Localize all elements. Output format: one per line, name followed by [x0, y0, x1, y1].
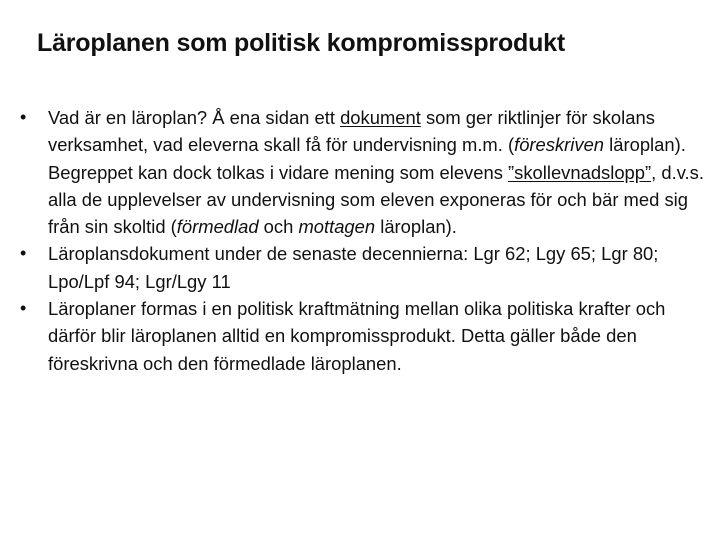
bullet-text-segment: som ger riktlinjer för skolans verksamhet, vad eleverna skall få för undervisning m.m. (	[48, 107, 655, 156]
bullet-text-segment: läroplan). Begreppet kan dock tolkas i vidare mening som elevens	[48, 134, 686, 183]
bullet-marker: •	[20, 243, 27, 264]
bullet-text-segment: Vad är en läroplan? Å ena sidan ett	[48, 107, 341, 128]
bullet-text-segment: ”skollevnadslopp”	[508, 161, 652, 183]
bullet-text-segment: dokument	[340, 107, 421, 128]
bullet-text-segment: läroplan).	[375, 216, 457, 238]
slide-title: Läroplanen som politisk kompromissprodukt	[37, 29, 565, 57]
bullet-text-segment: föreskriven	[514, 134, 605, 156]
bullet-marker: •	[20, 107, 27, 127]
bullet-item	[0, 295, 720, 377]
bullet-item	[0, 240, 720, 295]
bullet-text-segment: Läroplaner formas i en politisk kraftmätning mellan olika politiska krafter och därför blir läroplanen alltid en kompromissprodukt. Detta gäller både den föreskrivna och den förmedlade läroplanen.	[48, 298, 666, 374]
bullet-text-segment: Läroplansdokument under de senaste decennierna: Lgr 62; Lgy 65; Lgr 80; Lpo/Lpf 94; Lgr/Lgy 11	[48, 243, 659, 292]
bullet-list	[0, 104, 720, 377]
bullet-text	[48, 107, 704, 237]
bullet-text-segment: mottagen	[298, 216, 376, 238]
bullet-text-segment: , d.v.s. alla de upplevelser av undervisning som eleven exponeras för och bär med sig från sin skoltid (	[48, 161, 704, 238]
bullet-text-segment: och	[258, 216, 299, 238]
bullet-text-segment: förmedlad	[176, 216, 259, 238]
bullet-item	[0, 104, 720, 240]
bullet-text	[48, 298, 665, 374]
bullet-text	[48, 243, 658, 291]
bullet-marker: •	[20, 298, 27, 319]
